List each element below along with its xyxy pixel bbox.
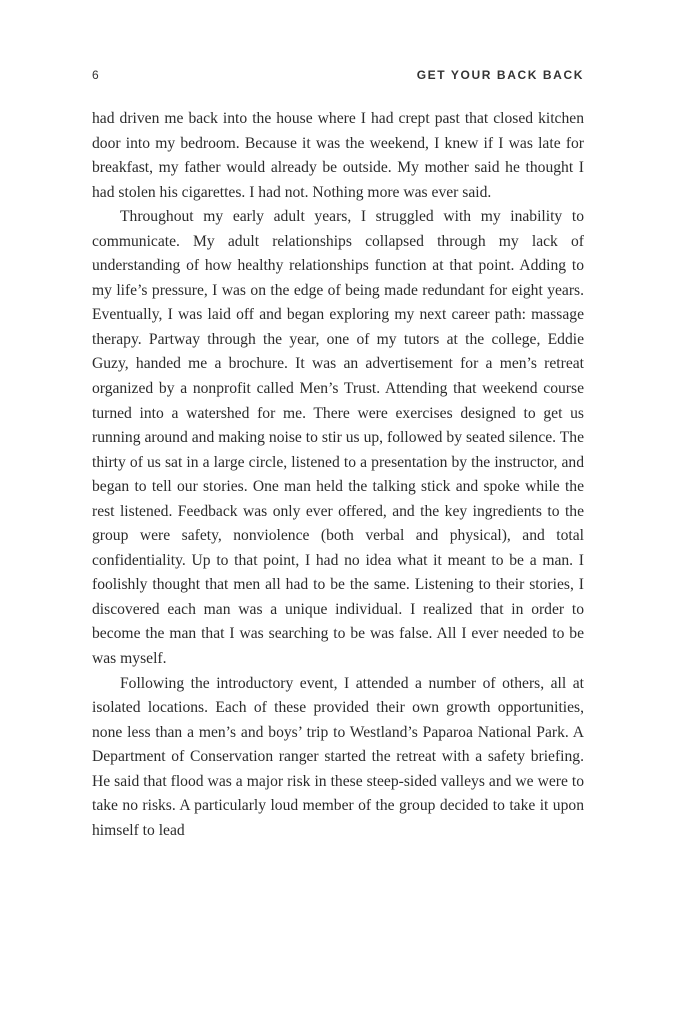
paragraph: Following the introductory event, I attended a number of others, all at isolated locations. Each of these provided their own growth opportunities, none less than a men’s and boys’ trip to Westland’s Paparoa National Park. A Department of Conservation ranger started the retreat with a safety briefing. He said that flood was a major risk in these steep-sided valleys and we were to take no risks. A particularly loud member of the group decided to take it upon himself to lead [92,674,584,839]
paragraph: Throughout my early adult years, I struggled with my inability to communicate. My adult relationships collapsed through my lack of understanding of how healthy relationships function at that point. Adding to my life’s pressure, I was on the edge of being made redundant for eight years. Eventually, I was laid off and began exploring my next career path: massage therapy. Partway through the year, one of my tutors at the college, Eddie Guzy, handed me a brochure. It was an advertisement for a men’s retreat organized by a nonprofit called Men’s Trust. Attending that weekend course turned into a watershed for me. There were exercises designed to get us running around and making noise to stir us up, followed by seated silence. The thirty of us sat in a large circle, listened to a presentation by the instructor, and began to tell our stories. One man held the talking stick and spoke while the rest listened. Feedback was only ever offered, and the key ingredients to the group were safety, nonviolence (both verbal and physical), and total confidentiality. Up to that point, I had no idea what it meant to be a man. I foolishly thought that men all had to be the same. Listening to their stories, I discovered each man was a unique individual. I realized that in order to become the man that I was searching to be was false. All I ever needed to be was myself. [92,208,584,668]
page-number: 6 [92,68,100,82]
book-title: GET YOUR BACK BACK [416,68,584,82]
body-text [92,107,584,843]
running-head [92,68,584,84]
paragraph: had driven me back into the house where I had crept past that closed kitchen door into my bedroom. Because it was the weekend, I knew if I was late for breakfast, my father would already be outside. My mother said he thought I had stolen his cigarettes. I had not. Nothing more was ever said. [92,110,584,201]
